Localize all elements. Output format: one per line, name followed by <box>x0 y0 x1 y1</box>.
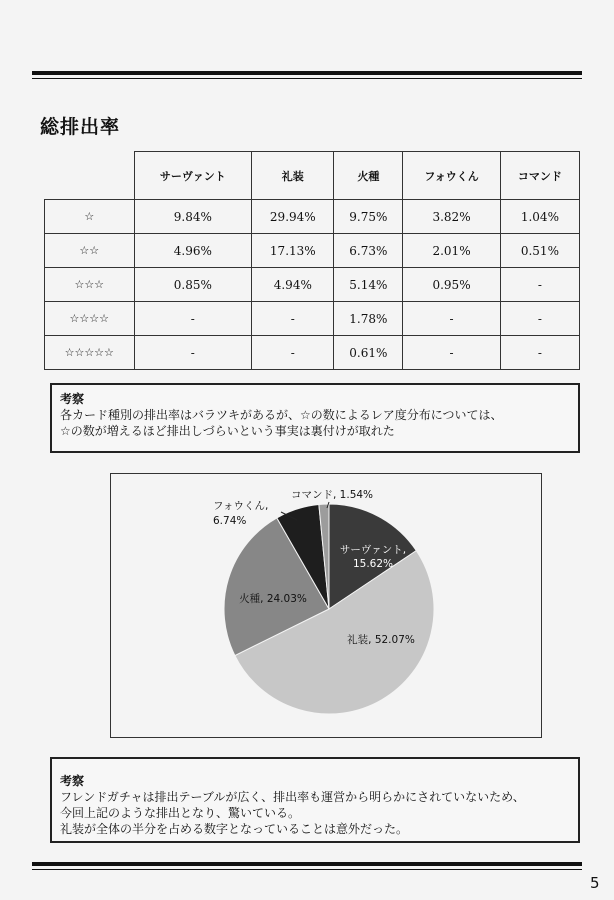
table-cell: - <box>252 302 334 336</box>
table-cell: - <box>252 336 334 370</box>
table-row <box>45 268 580 302</box>
table-cell: - <box>500 302 579 336</box>
pie-data-label: フォウくん, 6.74% <box>213 500 269 527</box>
table-cell: - <box>403 302 501 336</box>
observation-line: ☆の数が増えるほど排出しづらいという事実は裏付けが取れた <box>60 424 395 438</box>
pie-chart <box>111 474 541 737</box>
header-craft-essence: 礼装 <box>252 152 334 200</box>
table-cell: - <box>403 336 501 370</box>
page-number: 5 <box>590 874 600 892</box>
table-cell: 4.96% <box>134 234 252 268</box>
pie-chart-frame <box>110 473 542 738</box>
bottom-rule-thin <box>32 869 582 870</box>
observation-line: 各カード種別の排出率はバラツキがあるが、☆の数によるレア度分布については、 <box>60 408 503 422</box>
pie-data-label: コマンド, 1.54% <box>291 489 374 501</box>
observation-line: フレンドガチャは排出テーブルが広く、排出率も運営から明らかにされていないため、 <box>60 790 525 804</box>
table-cell: 0.51% <box>500 234 579 268</box>
rarity-cell: ☆☆☆☆ <box>45 302 135 336</box>
table-cell: 17.13% <box>252 234 334 268</box>
table-cell: 3.82% <box>403 200 501 234</box>
rarity-cell: ☆☆ <box>45 234 135 268</box>
header-servant: サーヴァント <box>134 152 252 200</box>
table-cell: - <box>500 268 579 302</box>
header-fou: フォウくん <box>403 152 501 200</box>
pie-data-label: 礼装, 52.07% <box>347 634 415 646</box>
table-cell: 29.94% <box>252 200 334 234</box>
table-header-row <box>45 152 580 200</box>
observation-line: 礼装が全体の半分を占める数字となっていることは意外だった。 <box>60 822 409 836</box>
table-cell: 4.94% <box>252 268 334 302</box>
rarity-cell: ☆ <box>45 200 135 234</box>
table-cell: 2.01% <box>403 234 501 268</box>
table-row <box>45 234 580 268</box>
bottom-rule-thick <box>32 862 582 866</box>
pie-data-label: 火種, 24.03% <box>239 593 307 605</box>
rarity-cell: ☆☆☆☆☆ <box>45 336 135 370</box>
table-cell: 9.75% <box>334 200 403 234</box>
table-row <box>45 336 580 370</box>
observation-box-1 <box>50 383 580 453</box>
table-cell: 0.85% <box>134 268 252 302</box>
pie-data-label: サーヴァント, 15.62% <box>339 544 407 570</box>
table-cell: - <box>500 336 579 370</box>
table-cell: 6.73% <box>334 234 403 268</box>
header-blank-cell <box>45 152 135 200</box>
table-cell: 0.61% <box>334 336 403 370</box>
table-cell: 0.95% <box>403 268 501 302</box>
table-cell: 9.84% <box>134 200 252 234</box>
table-cell: - <box>134 302 252 336</box>
table-row <box>45 302 580 336</box>
observation-heading: 考察 <box>60 774 85 788</box>
table-cell: - <box>134 336 252 370</box>
rarity-cell: ☆☆☆ <box>45 268 135 302</box>
table-cell: 1.78% <box>334 302 403 336</box>
section-title: 総排出率 <box>40 116 121 138</box>
header-ember: 火種 <box>334 152 403 200</box>
table-row <box>45 200 580 234</box>
table-cell: 5.14% <box>334 268 403 302</box>
observation-box-2 <box>50 757 580 843</box>
table-cell: 1.04% <box>500 200 579 234</box>
header-command: コマンド <box>500 152 579 200</box>
observation-heading: 考察 <box>60 392 85 406</box>
top-rule-thick <box>32 71 582 75</box>
rates-table <box>44 151 580 370</box>
observation-line: 今回上記のような排出となり、驚いている。 <box>60 806 301 820</box>
top-rule-thin <box>32 78 582 79</box>
